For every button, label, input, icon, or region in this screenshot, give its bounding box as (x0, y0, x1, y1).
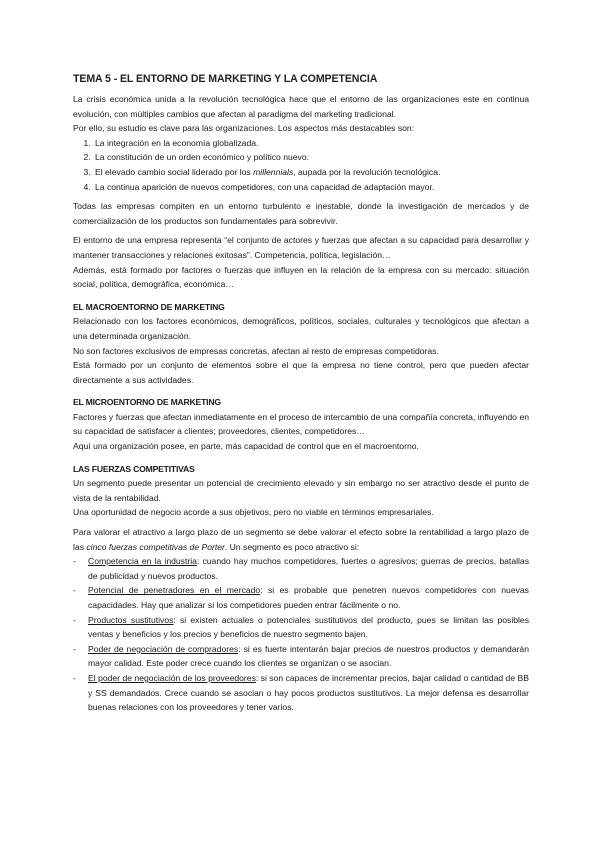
forces-list-item (73, 554, 529, 583)
dash-marker: - (73, 672, 76, 683)
force-description: : si es probable que penetren nuevos competidores con nuevas capacidades. Hay que analizar si los competidores pueden entrar fácilmente o no. (88, 585, 529, 610)
micro-paragraph: Factores y fuerzas que afectan inmediatamente en el proceso de intercambio de una compañía concreta, influyendo en su capacidad de satisfacer a clientes; proveedores, clientes, competidores… (73, 411, 529, 437)
forces-heading: LAS FUERZAS COMPETITIVAS (73, 463, 195, 474)
macro-paragraph: No son factores exclusivos de empresas concretas, afectan al resto de empresas competidoras. (73, 345, 439, 356)
force-term: Competencia en la industria (88, 556, 197, 567)
force-description: : si son capaces de incrementar precios, bajar calidad o cantidad de BB y SS demandados. Crece cuando se asocian o hay pocos productos sustitutivos. La mejor defensa es desarrollar buenas relaciones con los proveedores y tener varios. (88, 672, 529, 713)
micro-heading: EL MICROENTORNO DE MARKETING (73, 397, 221, 408)
companies-paragraph: Todas las empresas compiten en un entorno turbulento e inestable, donde la investigación de mercados y de comercialización de los productos son fundamentales para sobrevivir. (73, 201, 529, 226)
forces-list-item (73, 642, 529, 671)
macro-paragraph: Relacionado con los factores económicos, demográficos, políticos, sociales, culturales y tecnológicos que afectan a una determinada organización. (73, 316, 529, 341)
forces-text: Para valorar el atractivo a largo plazo de un segmento se debe valorar el efecto sobre la rentabilidad a largo plazo de las (73, 527, 529, 552)
aspect-item: 1. La integración en la economía globalizada. (93, 136, 529, 151)
forces-paragraph: Un segmento puede presentar un potencial de crecimiento elevado y sin embargo no ser atractivo desde el punto de vista de la rentabilidad. (73, 478, 529, 503)
intro-lead: Por ello, su estudio es clave para las organizaciones. Los aspectos más destacables son: (73, 123, 415, 134)
environment-paragraph: El entorno de una empresa representa “el conjunto de actores y fuerzas que afectan a su capacidad para desarrollar y mantener transacciones y relaciones exitosas”. Competencia, política, legislación… (73, 235, 529, 260)
macro-paragraph: Está formado por un conjunto de elementos sobre el que la empresa no tiene control, pero que pueden afectar directamente a sus actividades. (73, 360, 529, 385)
force-term: El poder de negociación de los proveedores (88, 672, 256, 683)
forces-list (73, 554, 529, 715)
aspect-item (93, 165, 529, 180)
aspects-list (73, 136, 529, 194)
macro-heading: EL MACROENTORNO DE MARKETING (73, 301, 225, 312)
aspect-item: 2. La constitución de un orden económico y político nuevo. (93, 150, 529, 165)
force-term: Poder de negociación de compradores (88, 643, 239, 654)
forces-list-item (73, 583, 529, 612)
forces-emphasis: cinco fuerzas competitivas de Porter (86, 541, 225, 552)
forces-paragraph: Una oportunidad de negocio acorde a sus objetivos, pero no viable en términos empresariales. (73, 507, 434, 518)
intro-paragraph: La crisis económica unida a la revolución tecnológica hace que el entorno de las organizaciones este en continua evolución, con múltiples cambios que afectan al paradigma del marketing tradicional. (73, 94, 529, 119)
forces-paragraph (73, 525, 529, 554)
forces-list-item (73, 613, 529, 642)
document-page (73, 72, 529, 715)
aspect-text: El elevado cambio social liderado por los (95, 166, 254, 177)
micro-paragraph: Aquí una organización posee, en parte, más capacidad de control que en el macroentorno. (73, 441, 419, 452)
force-term: Potencial de penetradores en el mercado (88, 585, 261, 596)
environment-paragraph: Además, está formado por factores o fuerzas que influyen en la relación de la empresa con su mercado: situación social, política, demográfica, económica… (73, 264, 529, 290)
force-term: Productos sustitutivos (88, 614, 174, 625)
dash-marker: - (73, 614, 76, 625)
dash-marker: - (73, 585, 76, 596)
aspect-emphasis: millennials (253, 166, 294, 177)
document-title: TEMA 5 - EL ENTORNO DE MARKETING Y LA COMPETENCIA (73, 73, 378, 85)
dash-marker: - (73, 556, 76, 567)
force-description: : si existen actuales o potenciales sustitutivos del producto, pues se limitan las posibles ventas y beneficios y los precios y beneficios de nuestro segmento bajen. (88, 614, 529, 640)
forces-list-item (73, 671, 529, 715)
force-description: : cuando hay muchos competidores, fuertes o agresivos; guerras de precios, batallas de publicidad y nuevos productos. (88, 556, 529, 581)
dash-marker: - (73, 643, 76, 654)
force-description: : si es fuerte intentarán bajar precios de nuestros productos y demandarán mayor calidad. Este poder crece cuando los clientes se organizan o se asocian. (88, 643, 529, 669)
aspect-text: , aupada por la revolución tecnológica. (293, 166, 441, 177)
forces-text: . Un segmento es poco atractivo si: (224, 541, 360, 552)
aspect-item: 4. La continua aparición de nuevos competidores, con una capacidad de adaptación mayor. (93, 180, 529, 195)
